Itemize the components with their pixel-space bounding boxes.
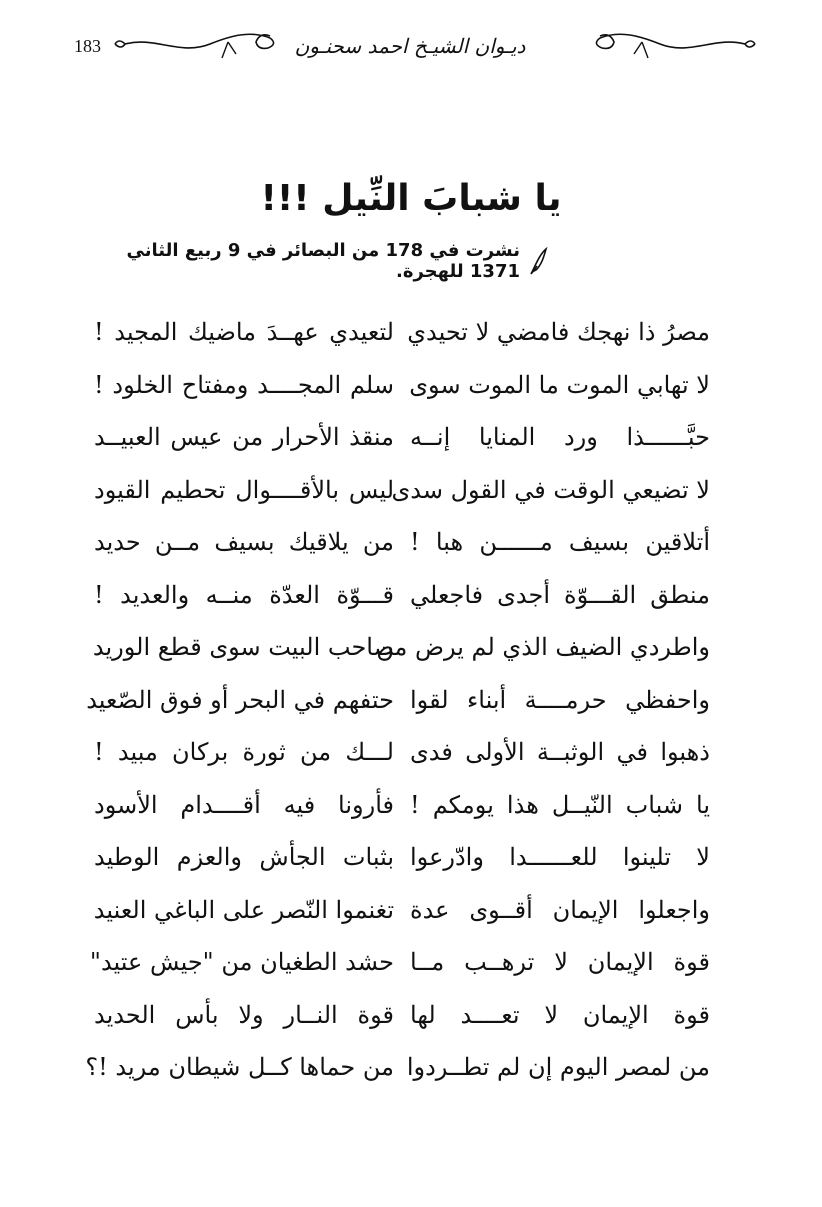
verse-line bbox=[0, 896, 822, 946]
verse-line bbox=[0, 686, 822, 736]
verse-first-hemistich: لا تضيعي الوقت في القول سدى bbox=[391, 475, 710, 504]
verse-line bbox=[0, 581, 822, 631]
verse-first-hemistich: واطردي الضيف الذي لم يرض من bbox=[376, 633, 710, 661]
verse-second-hemistich: فأرونا فيه أقــــدام الأسود bbox=[94, 790, 394, 819]
verse-line bbox=[0, 1053, 822, 1103]
verse-second-hemistich: حتفهم في البحر أو فوق الصّعيد bbox=[86, 685, 394, 714]
verse-line bbox=[0, 423, 822, 473]
verse-line bbox=[0, 633, 822, 683]
verse-line bbox=[0, 791, 822, 841]
verse-line bbox=[0, 476, 822, 526]
verse-second-hemistich: قوة النــار ولا بأس الحديد bbox=[94, 1000, 394, 1029]
book-title: ديـوان الشيـخ احمد سحنـون bbox=[294, 34, 526, 58]
verse-first-hemistich: قوة الإيمان لا تعــــد لها bbox=[410, 1000, 710, 1029]
verse-first-hemistich: لا تلينوا للعــــــدا وادّرعوا bbox=[410, 843, 710, 871]
verse-line bbox=[0, 738, 822, 788]
verse-second-hemistich: منقذ الأحرار من عيس العبيــد bbox=[94, 423, 394, 451]
verse-line bbox=[0, 528, 822, 578]
verse-second-hemistich: من يلاقيك بسيف مــن حديد bbox=[94, 528, 394, 556]
publication-note-text: نشرت في 178 من البصائر في 9 ربيع الثاني 1371 للهجرة. bbox=[126, 240, 520, 282]
verse-line bbox=[0, 948, 822, 998]
verse-first-hemistich: قوة الإيمان لا ترهــب مــا bbox=[410, 948, 710, 976]
verse-second-hemistich: ليس بالأقــــوال تحطيم القيود bbox=[94, 475, 394, 504]
verse-second-hemistich: لـــك من ثورة بركان مبيد ! bbox=[94, 738, 394, 766]
verse-second-hemistich: بثبات الجأش والعزم الوطيد bbox=[94, 843, 394, 871]
quill-icon bbox=[528, 246, 550, 276]
verse-first-hemistich: واحفظي حرمــــة أبناء لقوا bbox=[410, 685, 710, 714]
verse-second-hemistich: من حماها كــل شيطان مريد !؟ bbox=[85, 1053, 394, 1081]
verse-second-hemistich: سلم المجــــد ومفتاح الخلود ! bbox=[94, 370, 394, 399]
verse-first-hemistich: أتلاقين بسيف مــــــن هبا ! bbox=[410, 528, 710, 556]
publication-note bbox=[90, 240, 550, 282]
verse-second-hemistich: قـــوّة العدّة منــه والعديد ! bbox=[94, 580, 394, 609]
verse-second-hemistich: لتعيدي عهــدَ ماضيك المجيد ! bbox=[94, 318, 394, 346]
verse-line bbox=[0, 843, 822, 893]
running-header bbox=[60, 22, 760, 72]
verse-line bbox=[0, 1001, 822, 1051]
verse-second-hemistich: صاحب البيت سوى قطع الوريد bbox=[92, 633, 394, 661]
verse-first-hemistich: لا تهابي الموت ما الموت سوى bbox=[409, 370, 710, 399]
verse-first-hemistich: واجعلوا الإيمان أقــوى عدة bbox=[410, 895, 710, 924]
verse-first-hemistich: من لمصر اليوم إن لم تطــردوا bbox=[406, 1053, 710, 1081]
verse-first-hemistich: ذهبوا في الوثبــة الأولى فدى bbox=[410, 738, 710, 766]
right-ornament-icon bbox=[580, 26, 760, 66]
verse-line bbox=[0, 318, 822, 368]
poem-title: يا شبابَ النِّيل !!! bbox=[260, 178, 562, 219]
page-number: 183 bbox=[74, 36, 101, 56]
verse-first-hemistich: حبَّــــــذا ورد المنايا إنــه bbox=[410, 423, 710, 451]
verse-second-hemistich: حشد الطغيان من "جيش عتيد" bbox=[89, 948, 394, 976]
verse-line bbox=[0, 371, 822, 421]
verse-first-hemistich: منطق القـــوّة أجدى فاجعلي bbox=[410, 580, 710, 609]
verse-first-hemistich: مصرُ ذا نهجك فامضي لا تحيدي bbox=[407, 318, 710, 346]
verse-second-hemistich: تغنموا النّصر على الباغي العنيد bbox=[93, 895, 394, 924]
verse-first-hemistich: يا شباب النّيــل هذا يومكم ! bbox=[410, 790, 710, 819]
